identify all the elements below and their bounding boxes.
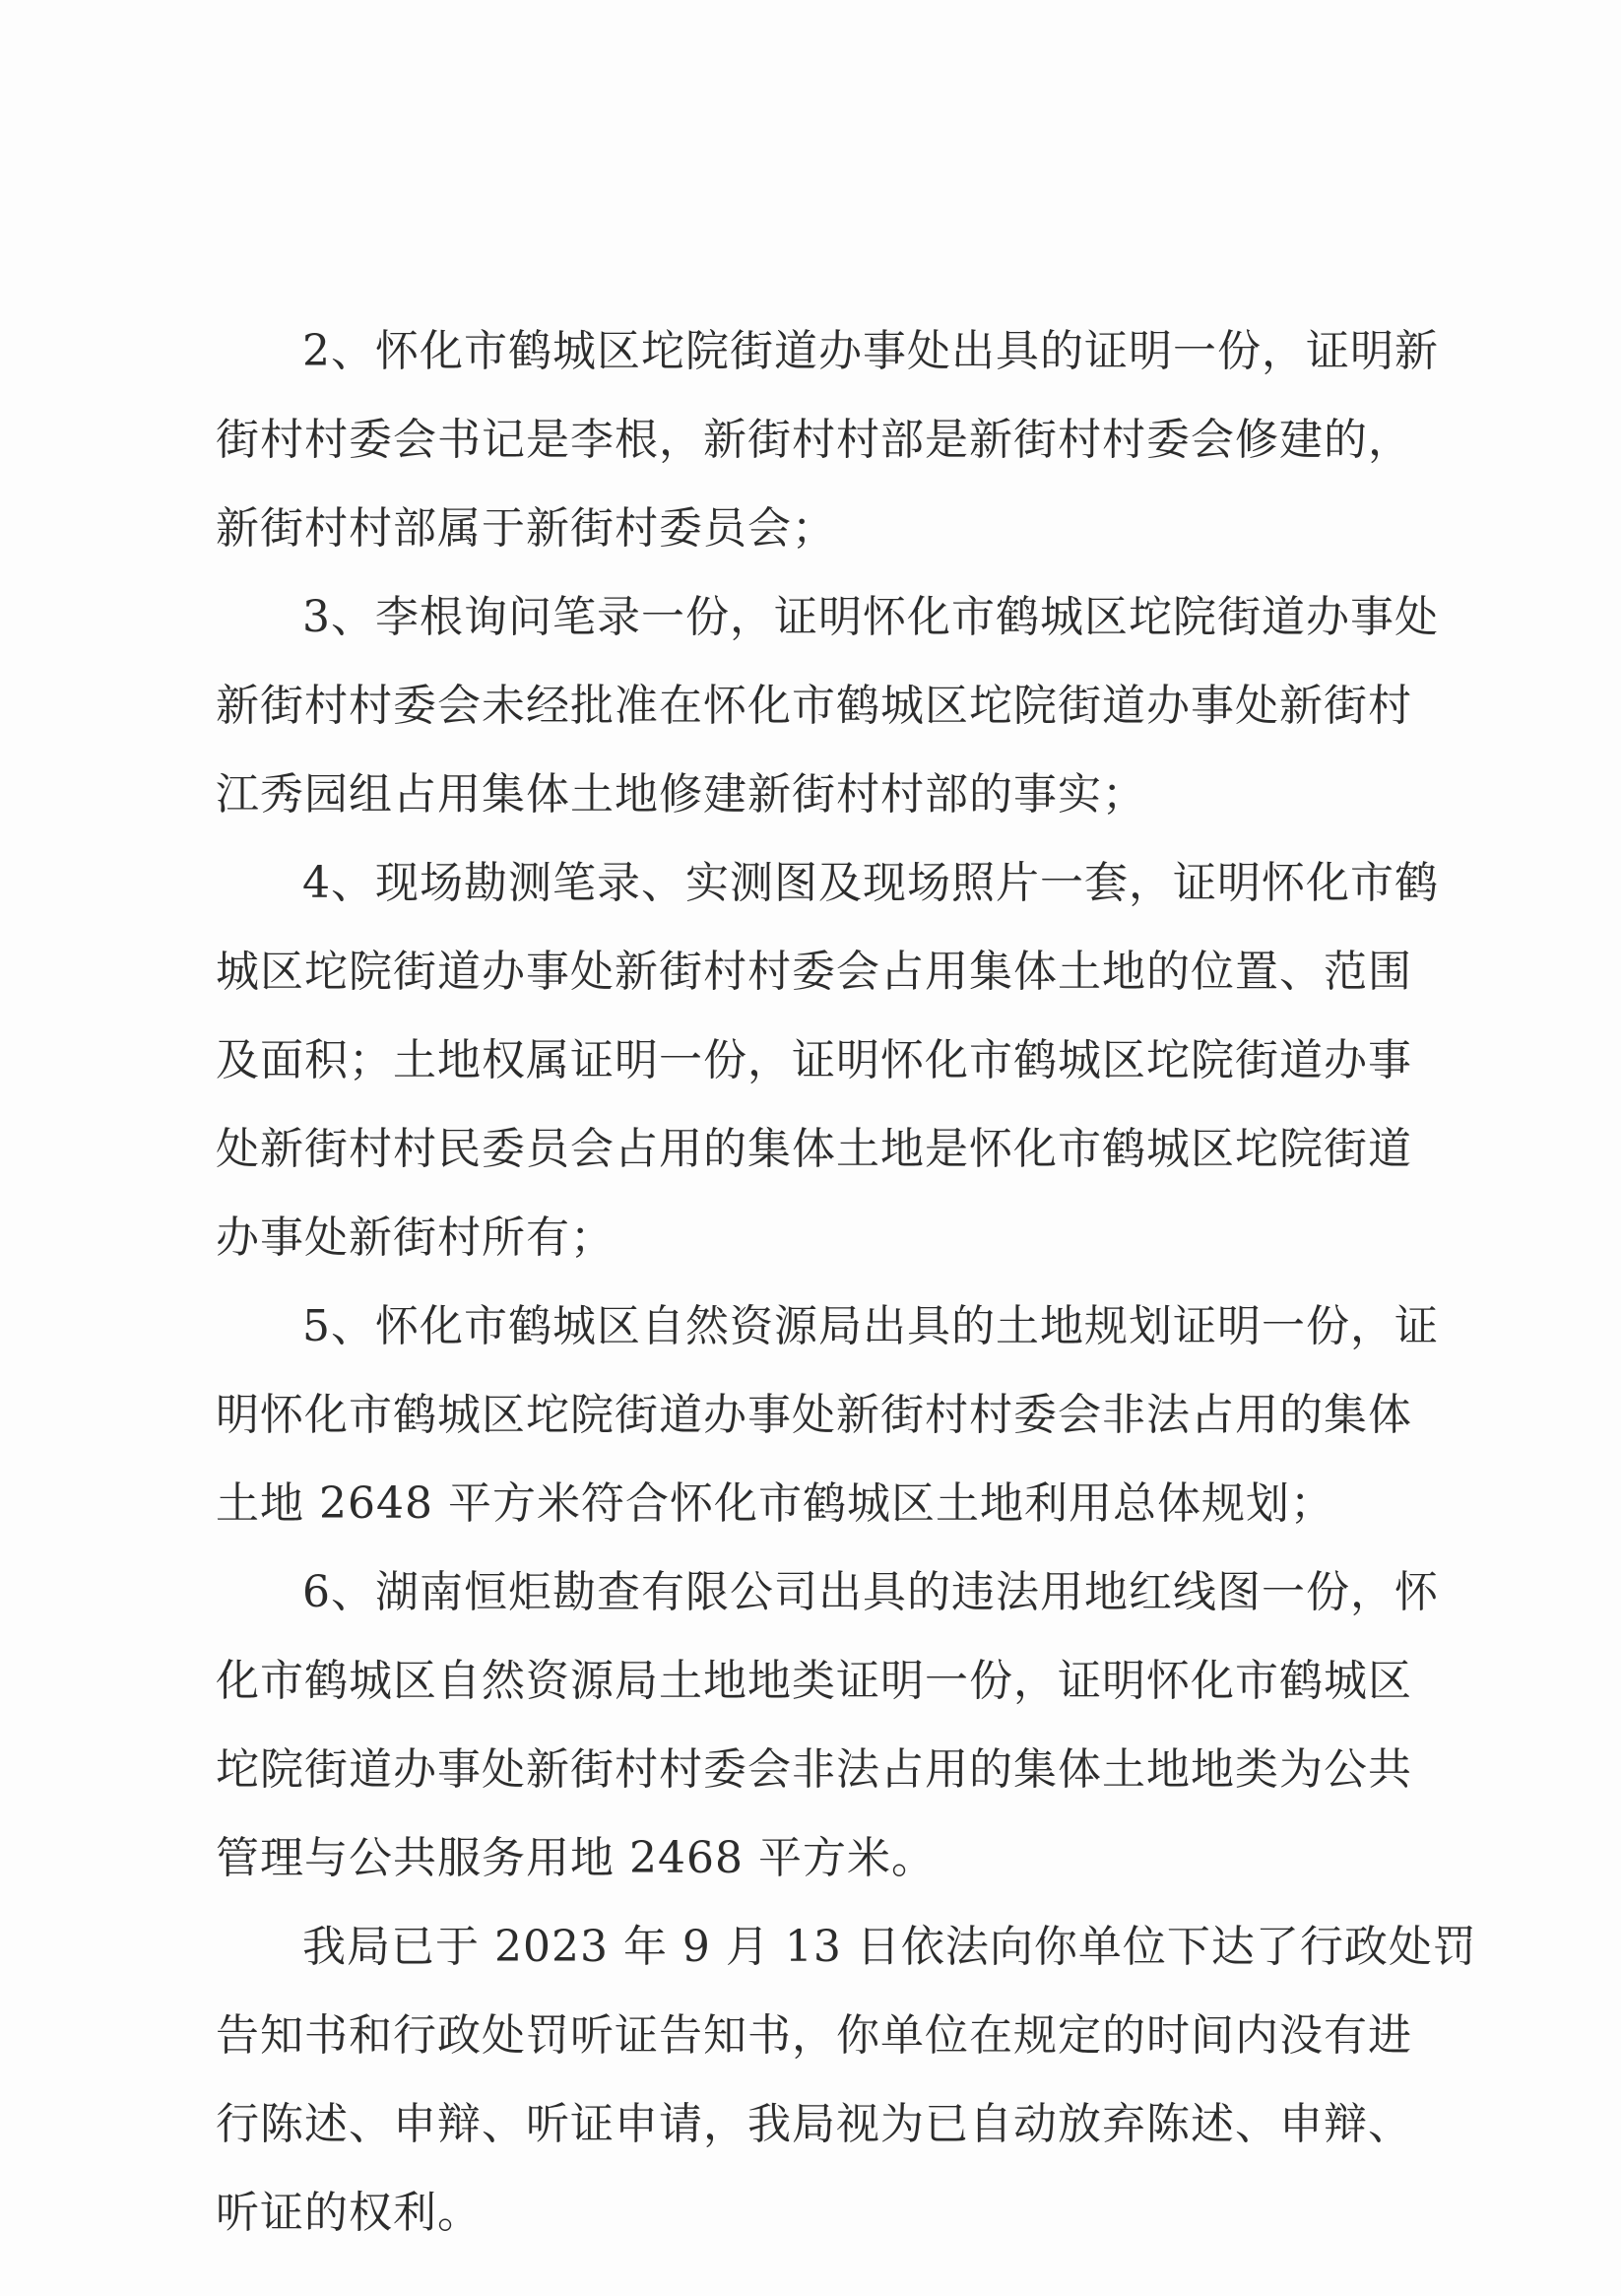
text-line: 新街村村委会未经批准在怀化市鹤城区坨院街道办事处新街村 (216, 681, 1412, 731)
text-line: 街村村委会书记是李根，新街村村部是新街村村委会修建的， (216, 415, 1412, 465)
text-line: 江秀园组占用集体土地修建新街村村部的事实； (216, 769, 1146, 820)
document-body (216, 307, 1477, 2258)
paragraph-evidence-6 (216, 1548, 1439, 1903)
text-line: 及面积；土地权属证明一份，证明怀化市鹤城区坨院街道办事 (216, 1035, 1412, 1085)
paragraph-evidence-4 (216, 839, 1439, 1282)
text-line: 3、李根询问笔录一份，证明怀化市鹤城区坨院街道办事处 (302, 592, 1439, 642)
text-line: 2、怀化市鹤城区坨院街道办事处出具的证明一份，证明新 (302, 326, 1439, 376)
text-line: 坨院街道办事处新街村村委会非法占用的集体土地地类为公共 (216, 1744, 1412, 1795)
text-line: 行陈述、申辩、听证申请，我局视为已自动放弃陈述、申辩、 (216, 2099, 1412, 2149)
paragraph-evidence-3 (216, 573, 1439, 839)
paragraph-evidence-5 (216, 1282, 1439, 1548)
text-line: 听证的权利。 (216, 2188, 482, 2238)
paragraph-hearing-notice (216, 1903, 1477, 2258)
text-line: 告知书和行政处罚听证告知书，你单位在规定的时间内没有进 (216, 2010, 1412, 2061)
text-line: 管理与公共服务用地 2468 平方米。 (216, 1833, 936, 1883)
text-line: 化市鹤城区自然资源局土地地类证明一份，证明怀化市鹤城区 (216, 1656, 1412, 1706)
text-line: 6、湖南恒炬勘查有限公司出具的违法用地红线图一份，怀 (302, 1567, 1439, 1617)
text-line: 处新街村村民委员会占用的集体土地是怀化市鹤城区坨院街道 (216, 1124, 1412, 1174)
text-line: 城区坨院街道办事处新街村村委会占用集体土地的位置、范围 (216, 947, 1412, 997)
text-line: 新街村村部属于新街村委员会； (216, 503, 836, 554)
text-line: 办事处新街村所有； (216, 1213, 615, 1263)
text-line: 5、怀化市鹤城区自然资源局出具的土地规划证明一份，证 (302, 1301, 1439, 1351)
text-line: 我局已于 2023 年 9 月 13 日依法向你单位下达了行政处罚 (302, 1922, 1477, 1972)
text-line: 4、现场勘测笔录、实测图及现场照片一套，证明怀化市鹤 (302, 858, 1439, 908)
text-line: 土地 2648 平方米符合怀化市鹤城区土地利用总体规划； (216, 1478, 1334, 1529)
paragraph-evidence-2 (216, 307, 1439, 573)
text-line: 明怀化市鹤城区坨院街道办事处新街村村委会非法占用的集体 (216, 1390, 1412, 1440)
